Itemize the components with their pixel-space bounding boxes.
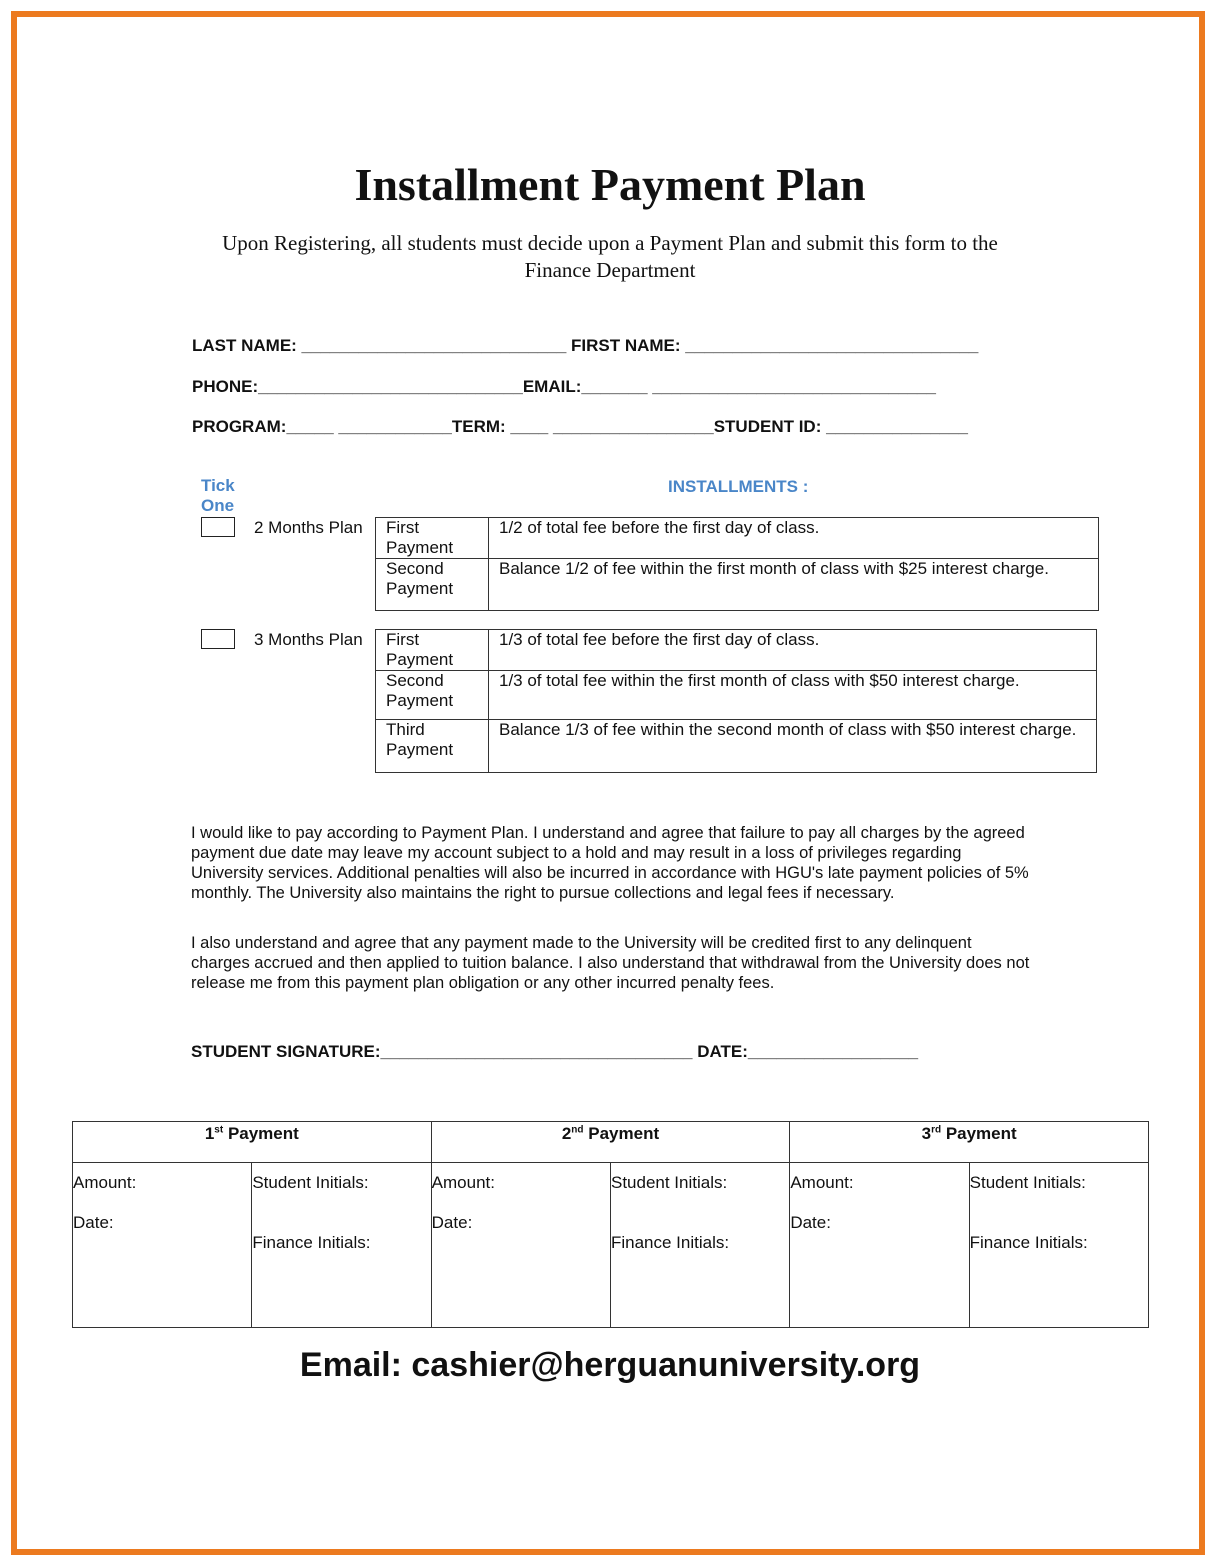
payment-header-label: Payment (588, 1124, 660, 1143)
two-month-plan-table (375, 517, 1099, 611)
payment-2-amount-date-cell[interactable] (431, 1163, 610, 1328)
payment-1-amount-date-cell[interactable] (73, 1163, 252, 1328)
spacer (432, 1193, 610, 1213)
payment-description: Balance 1/2 of fee within the first month of class with $25 interest charge. (489, 559, 1099, 611)
table-row (376, 720, 1097, 773)
payment-header-3 (790, 1122, 1149, 1163)
spacer (73, 1193, 251, 1213)
tick-one-label: Tick One (201, 476, 235, 515)
agreement-paragraph-1: I would like to pay according to Payment Plan. I understand and agree that failure to pay all charges by the agreed payment due date may leave my account subject to a hold and may result in a loss of privileges regarding University services. Additional penalties will also be incurred in accordance with HGU's late payment policies of 5% monthly. The University also maintains the right to pursue collections and legal fees if necessary. (191, 824, 1029, 902)
contact-email[interactable]: Email: cashier@herguanuniversity.org (299, 1346, 921, 1384)
page-subtitle: Upon Registering, all students must decide upon a Payment Plan and submit this form to the Finance Department (222, 231, 998, 282)
finance-initials-label: Finance Initials: (969, 1233, 1088, 1252)
amount-label: Amount: (73, 1173, 137, 1192)
table-row (376, 671, 1097, 720)
two-month-plan-label: 2 Months Plan (254, 518, 363, 537)
payment-number: 1 (204, 1124, 215, 1143)
payment-name: First Payment (376, 630, 489, 671)
payment-3-initials-cell[interactable] (969, 1163, 1148, 1328)
finance-initials-label: Finance Initials: (610, 1233, 730, 1252)
student-initials-label: Student Initials: (610, 1173, 728, 1192)
payment-description: 1/3 of total fee before the first day of class. (489, 630, 1097, 671)
payment-description: Balance 1/3 of fee within the second month of class with $50 interest charge. (489, 720, 1097, 773)
table-row (73, 1122, 1149, 1163)
payment-number: 3 (921, 1124, 932, 1143)
payment-record-table (72, 1121, 1149, 1328)
date-label: Date: (790, 1213, 831, 1232)
date-label: Date: (431, 1213, 473, 1232)
program-fields-line[interactable]: PROGRAM:_____ ____________TERM: ____ _________________STUDENT ID: _______________ (192, 417, 968, 436)
amount-label: Amount: (790, 1173, 854, 1192)
payment-3-amount-date-cell[interactable] (790, 1163, 969, 1328)
payment-name: Third Payment (376, 720, 489, 773)
installments-header: INSTALLMENTS : (668, 477, 809, 496)
three-month-plan-checkbox[interactable] (201, 629, 235, 649)
spacer (970, 1193, 1148, 1213)
table-row (376, 559, 1099, 611)
date-label: Date: (73, 1213, 114, 1232)
payment-header-label: Payment (227, 1124, 299, 1143)
payment-header-2 (431, 1122, 790, 1163)
payment-name: First Payment (376, 518, 489, 559)
amount-label: Amount: (431, 1173, 495, 1192)
payment-name: Second Payment (376, 559, 489, 611)
payment-ordinal: st (214, 1124, 224, 1136)
two-month-plan-checkbox[interactable] (201, 517, 235, 537)
finance-initials-label: Finance Initials: (252, 1233, 371, 1252)
payment-header-1 (73, 1122, 432, 1163)
payment-header-label: Payment (945, 1124, 1017, 1143)
spacer (611, 1193, 789, 1213)
payment-number: 2 (561, 1124, 572, 1143)
payment-ordinal: nd (571, 1124, 584, 1136)
three-month-plan-label: 3 Months Plan (254, 630, 363, 649)
agreement-paragraph-2: I also understand and agree that any payment made to the University will be credited first to any delinquent charges accrued and then applied to tuition balance. I also understand that withdrawal from the University does not release me from this payment plan obligation or any other incurred penalty fees. (191, 934, 1030, 992)
spacer (790, 1193, 968, 1213)
page-title: Installment Payment Plan (354, 159, 866, 210)
name-fields-line[interactable]: LAST NAME: ____________________________ FIRST NAME: _______________________________ (192, 336, 979, 355)
payment-ordinal: rd (931, 1124, 942, 1136)
spacer (252, 1193, 430, 1213)
contact-fields-line[interactable]: PHONE:____________________________EMAIL:_______ ______________________________ (192, 377, 936, 396)
payment-name: Second Payment (376, 671, 489, 720)
payment-2-initials-cell[interactable] (610, 1163, 789, 1328)
payment-description: 1/3 of total fee within the first month of class with $50 interest charge. (489, 671, 1097, 720)
payment-1-initials-cell[interactable] (252, 1163, 431, 1328)
student-initials-label: Student Initials: (969, 1173, 1086, 1192)
three-month-plan-table (375, 629, 1097, 773)
signature-date-line[interactable]: STUDENT SIGNATURE:_________________________________ DATE:__________________ (191, 1042, 919, 1061)
table-row (73, 1163, 1149, 1328)
table-row (376, 518, 1099, 559)
payment-description: 1/2 of total fee before the first day of class. (489, 518, 1099, 559)
student-initials-label: Student Initials: (252, 1173, 369, 1192)
table-row (376, 630, 1097, 671)
